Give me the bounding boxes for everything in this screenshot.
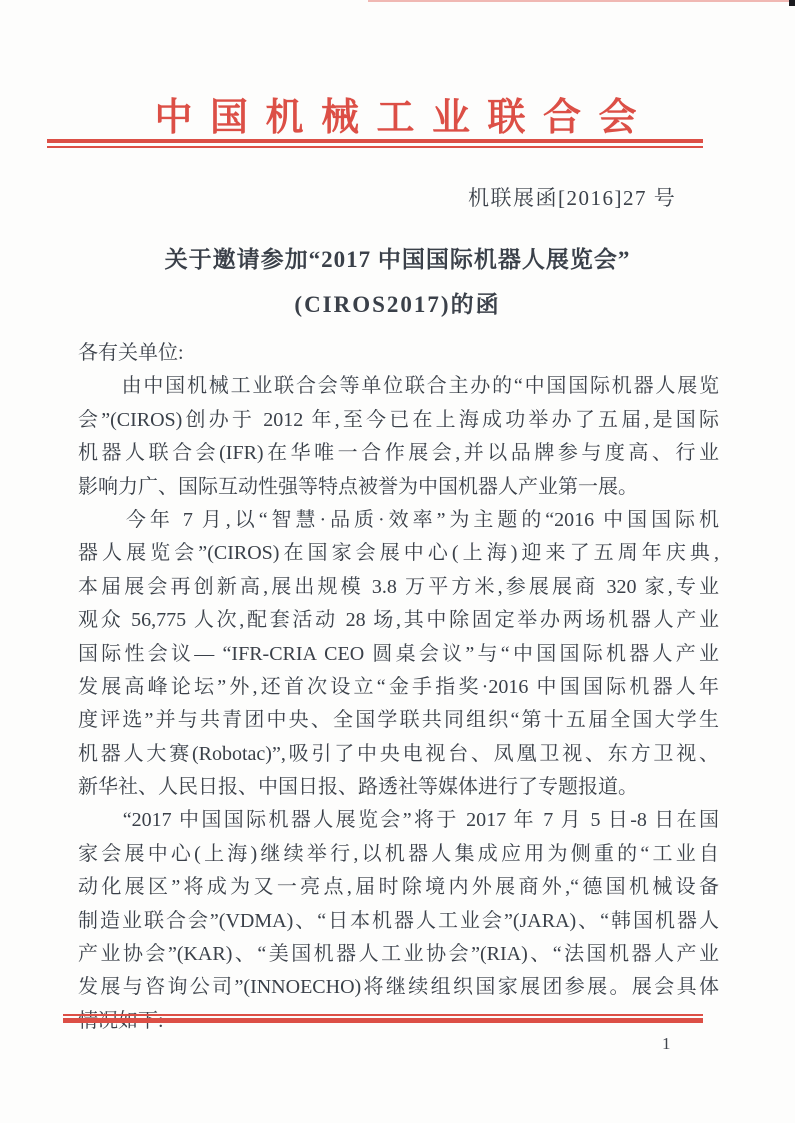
body-line: 家会展中心(上海)继续举行,以机器人集成应用为侧重的“工业自: [78, 842, 719, 865]
scan-artifact-line: [368, 0, 795, 2]
letterhead-org-name: 中 国 机 械 工 业 联 合 会: [154, 97, 641, 139]
body-line: 制造业联合会”(VDMA)、“日本机器人工业会”(JARA)、“韩国机器人: [78, 909, 719, 932]
footer-double-rule: [63, 1014, 703, 1023]
reference-number: 机联展函[2016]27 号: [468, 186, 677, 210]
body-line: 今年 7 月,以“智慧·品质·效率”为主题的“2016 中国国际机: [78, 508, 719, 531]
body-line: “2017 中国国际机器人展览会”将于 2017 年 7 月 5 日-8 日在国: [78, 809, 719, 832]
body-line: 器人展览会”(CIROS)在国家会展中心(上海)迎来了五周年庆典,: [78, 542, 719, 565]
body-line: 会”(CIROS)创办于 2012 年,至今已在上海成功举办了五届,是国际: [78, 408, 719, 431]
letterhead-rule-thin: [47, 146, 703, 148]
letter-title-line2: (CIROS2017)的函: [294, 292, 501, 317]
body-line: 各有关单位:: [78, 342, 184, 364]
body-line: 机器人大赛(Robotac)”,吸引了中央电视台、凤凰卫视、东方卫视、: [78, 742, 719, 765]
body-line: 观众 56,775 人次,配套活动 28 场,其中除固定举办两场机器人产业: [78, 609, 719, 632]
footer-rule-thick: [63, 1018, 703, 1023]
body-line: 新华社、人民日报、中国日报、路透社等媒体进行了专题报道。: [78, 776, 638, 799]
body-line: 国际性会议— “IFR-CRIA CEO 圆桌会议”与“中国国际机器人产业: [78, 642, 719, 665]
body-line: 发展与咨询公司”(INNOECHO)将继续组织国家展团参展。展会具体: [78, 976, 719, 999]
letterhead-rule-thick: [47, 139, 703, 143]
letterhead-double-rule: [47, 139, 703, 148]
letter-title-line1: 关于邀请参加“2017 中国国际机器人展览会”: [164, 247, 631, 272]
page-number: 1: [662, 1034, 671, 1053]
scan-artifact-dot: [789, 0, 795, 6]
body-line: 本届展会再创新高,展出规模 3.8 万平方米,参展展商 320 家,专业: [78, 575, 719, 598]
body-line: 发展高峰论坛”外,还首次设立“金手指奖·2016 中国国际机器人年: [78, 675, 719, 698]
footer-rule-thin: [63, 1014, 703, 1016]
body-line: 产业协会”(KAR)、“美国机器人工业协会”(RIA)、“法国机器人产业: [78, 943, 719, 966]
body-line: 动化展区”将成为又一亮点,届时除境内外展商外,“德国机械设备: [78, 876, 719, 899]
letter-body: [78, 337, 719, 1038]
body-line: 由中国机械工业联合会等单位联合主办的“中国国际机器人展览: [78, 375, 719, 398]
letter-title: [0, 241, 795, 319]
body-line: 机器人联合会(IFR)在华唯一合作展会,并以品牌参与度高、行业: [78, 442, 719, 465]
body-line: 影响力广、国际互动性强等特点被誉为中国机器人产业第一展。: [78, 475, 638, 498]
body-line: 度评选”并与共青团中央、全国学联共同组织“第十五届全国大学生: [78, 709, 719, 732]
